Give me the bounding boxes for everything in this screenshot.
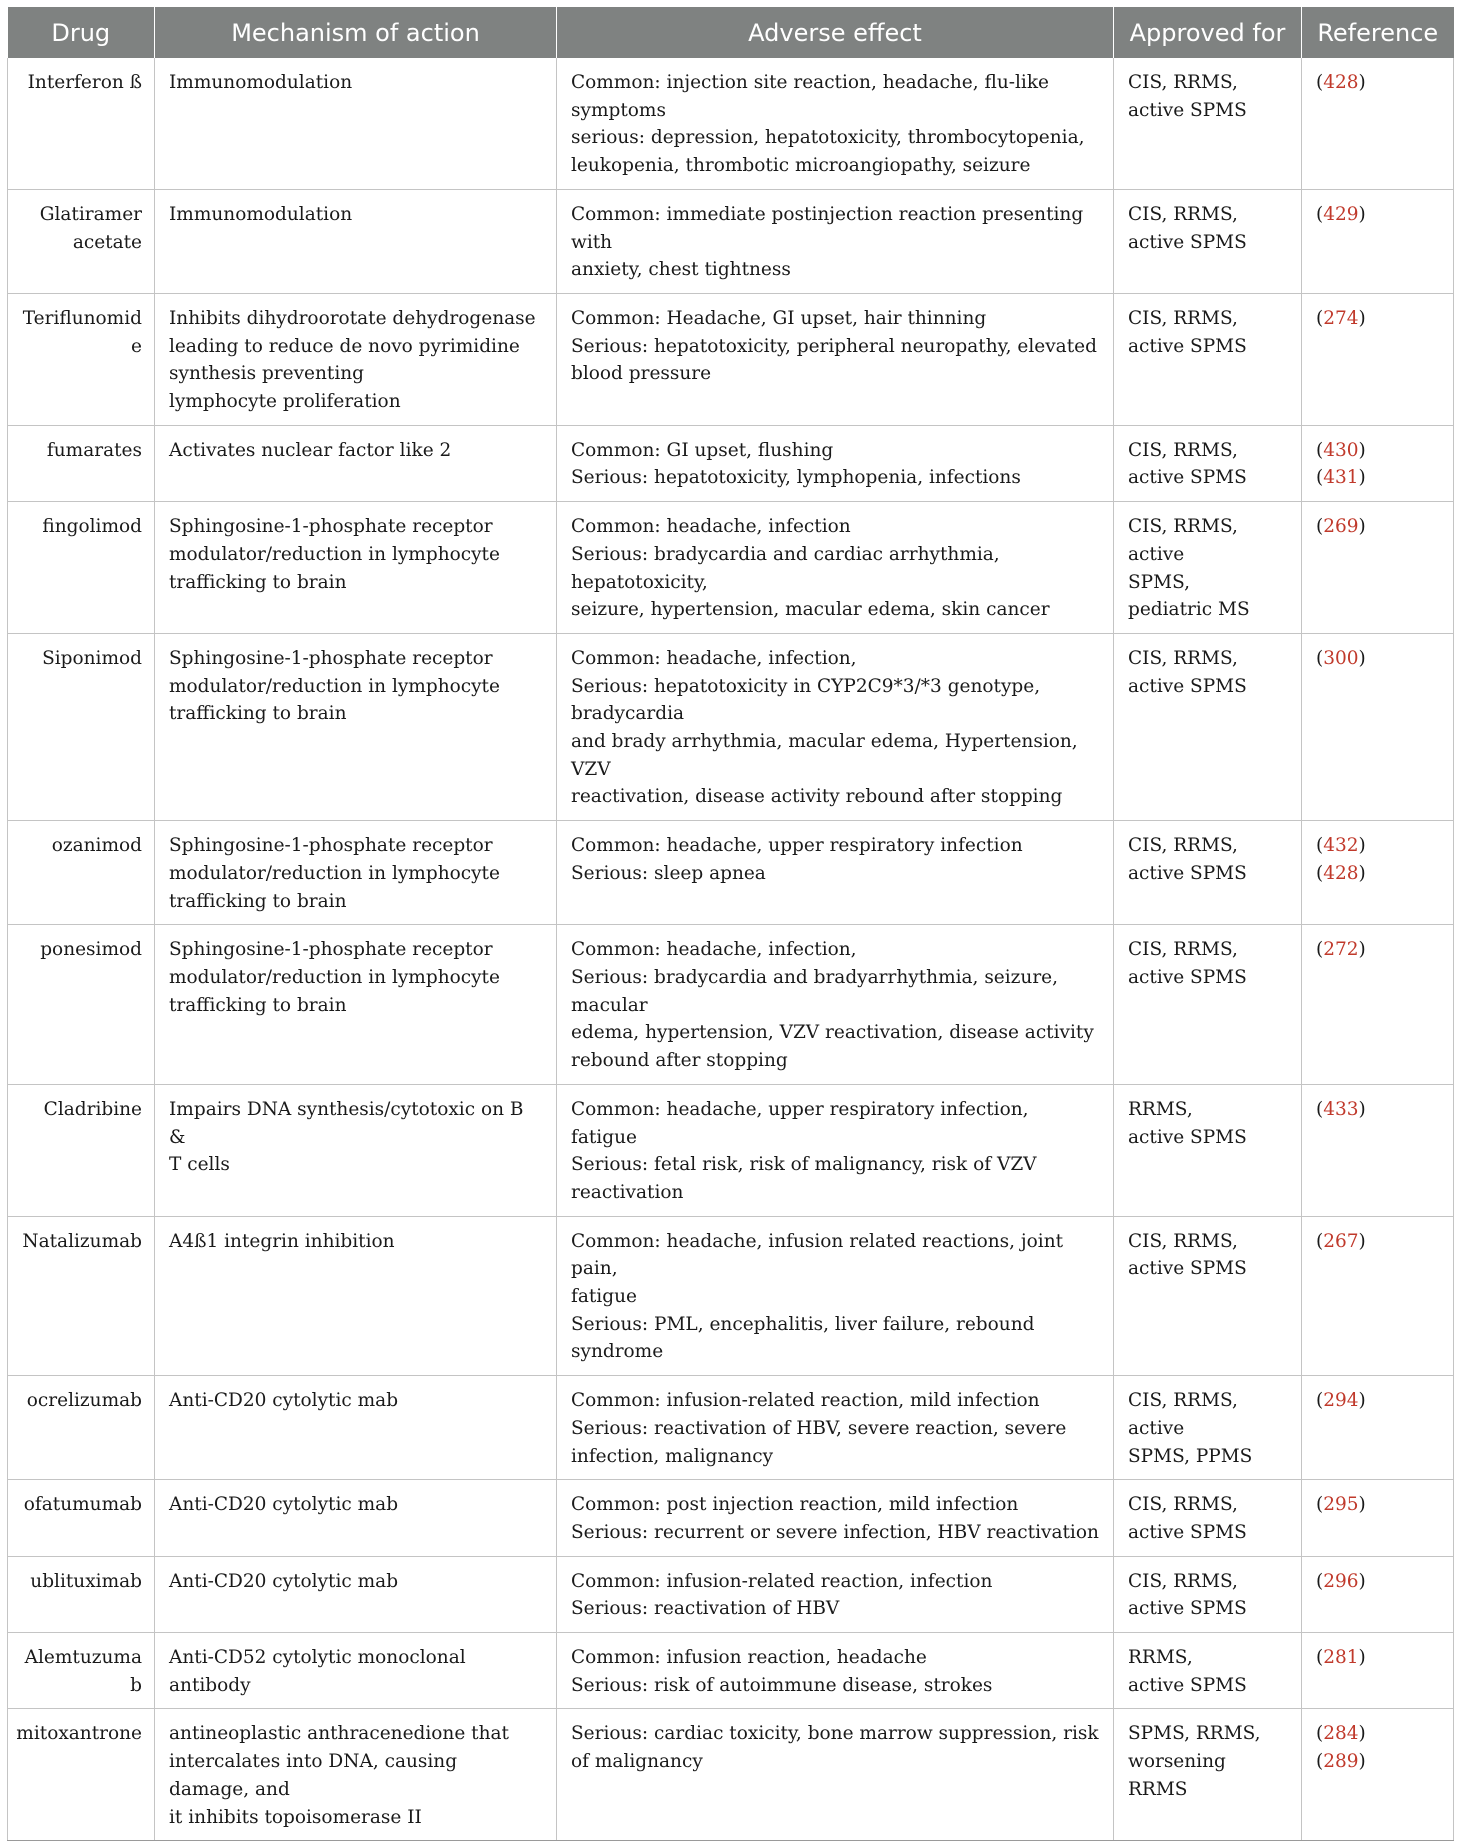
reference-item: (281) (1316, 1647, 1366, 1669)
cell-approved-for-line: worsening RRMS (1128, 1751, 1226, 1800)
cell-approved-for (1114, 633, 1302, 820)
reference-link[interactable]: 433 (1323, 1098, 1359, 1120)
cell-adverse-effect-line: infection, malignancy (571, 1445, 774, 1467)
cell-approved-for (1114, 58, 1302, 189)
cell-drug (8, 1376, 155, 1480)
cell-adverse-effect (557, 293, 1114, 425)
cell-approved-for (1114, 1376, 1302, 1480)
cell-approved-for-line: active SPMS (1128, 1674, 1247, 1696)
table-row (8, 1633, 1454, 1709)
cell-adverse-effect-line: Common: headache, infection, (571, 647, 857, 669)
reference-item: (267) (1316, 1230, 1366, 1252)
reference-item: (274) (1316, 307, 1366, 329)
cell-approved-for-line: active SPMS (1128, 1258, 1247, 1280)
cell-drug (8, 1480, 155, 1556)
cell-drug (8, 1556, 155, 1632)
cell-approved-for (1114, 425, 1302, 501)
cell-drug-line: ofatumumab (23, 1494, 142, 1516)
cell-reference (1302, 425, 1454, 501)
reference-link[interactable]: 281 (1323, 1647, 1359, 1669)
reference-item: (428) (1316, 862, 1366, 884)
cell-approved-for-line: RRMS, (1128, 1098, 1193, 1120)
cell-drug (8, 925, 155, 1085)
cell-drug-line: fumarates (46, 439, 142, 461)
cell-adverse-effect-line: Common: headache, infection, (571, 939, 857, 961)
cell-adverse-effect-line: Serious: PML, encephalitis, liver failure, rebound syndrome (571, 1313, 1035, 1363)
header-adverse-effect: Adverse effect (557, 7, 1114, 58)
cell-adverse-effect-line: Serious: hepatotoxicity in CYP2C9*3/*3 genotype, bradycardia (571, 675, 1041, 725)
cell-approved-for-line: pediatric MS (1128, 599, 1250, 621)
cell-approved-for-line: CIS, RRMS, (1128, 72, 1238, 93)
cell-approved-for (1114, 1480, 1302, 1556)
cell-drug-line: Siponimod (42, 647, 142, 669)
cell-mechanism-line: modulator/reduction in lymphocyte (169, 862, 500, 884)
cell-mechanism-line: Immunomodulation (169, 72, 353, 93)
cell-adverse-effect-line: reactivation, disease activity rebound after stopping (571, 786, 1063, 808)
cell-adverse-effect-line: Serious: sleep apnea (571, 862, 766, 884)
cell-approved-for-line: CIS, RRMS, (1128, 439, 1238, 461)
reference-link[interactable]: 295 (1323, 1494, 1359, 1516)
cell-mechanism (155, 425, 557, 501)
header-row (8, 7, 1454, 58)
reference-item: (431) (1316, 467, 1366, 489)
cell-adverse-effect-line: Common: immediate postinjection reaction presenting with (571, 203, 1084, 253)
cell-approved-for (1114, 1709, 1302, 1841)
cell-approved-for-line: CIS, RRMS, (1128, 647, 1238, 669)
cell-adverse-effect-line: Serious: reactivation of HBV (571, 1598, 840, 1620)
table-row (8, 58, 1454, 189)
table-header (8, 7, 1454, 58)
cell-mechanism (155, 1556, 557, 1632)
cell-mechanism-line: antineoplastic anthracenedione that (169, 1723, 509, 1745)
reference-item: (428) (1316, 72, 1366, 93)
cell-mechanism-line: Activates nuclear factor like 2 (169, 439, 452, 461)
cell-adverse-effect-line: Common: post injection reaction, mild infection (571, 1494, 1019, 1516)
cell-adverse-effect-line: Common: infusion-related reaction, mild infection (571, 1390, 1040, 1412)
table-row (8, 633, 1454, 820)
cell-reference (1302, 1556, 1454, 1632)
cell-mechanism (155, 58, 557, 189)
cell-mechanism-line: Sphingosine-1-phosphate receptor (169, 939, 493, 961)
cell-mechanism (155, 1633, 557, 1709)
cell-adverse-effect-line: Common: headache, upper respiratory infection, fatigue (571, 1098, 1029, 1148)
reference-link[interactable]: 300 (1323, 647, 1359, 669)
cell-approved-for (1114, 1633, 1302, 1709)
cell-approved-for-line: CIS, RRMS, (1128, 835, 1238, 857)
cell-adverse-effect-line: Serious: cardiac toxicity, bone marrow suppression, risk (571, 1723, 1099, 1745)
cell-adverse-effect-line: Serious: fetal risk, risk of malignancy, risk of VZV reactivation (571, 1154, 1037, 1203)
cell-approved-for-line: CIS, RRMS, (1128, 203, 1238, 225)
cell-adverse-effect-line: Serious: hepatotoxicity, peripheral neuropathy, elevated (571, 335, 1097, 357)
cell-mechanism-line: Anti-CD20 cytolytic mab (169, 1494, 399, 1516)
cell-mechanism-line: Anti-CD52 cytolytic monoclonal antibody (169, 1647, 466, 1696)
cell-drug-line: fingolimod (42, 516, 142, 538)
reference-link[interactable]: 294 (1323, 1390, 1359, 1412)
cell-reference (1302, 925, 1454, 1085)
reference-item: (269) (1316, 516, 1366, 538)
reference-item: (430) (1316, 439, 1366, 461)
reference-link[interactable]: 428 (1323, 72, 1359, 93)
cell-approved-for-line: CIS, RRMS, active (1128, 1390, 1238, 1439)
cell-adverse-effect (557, 58, 1114, 189)
cell-reference (1302, 1709, 1454, 1841)
cell-mechanism-line: Sphingosine-1-phosphate receptor (169, 516, 493, 538)
cell-mechanism-line: it inhibits topoisomerase II (169, 1806, 422, 1828)
cell-approved-for-line: active SPMS (1128, 231, 1247, 253)
cell-mechanism (155, 925, 557, 1085)
cell-reference (1302, 821, 1454, 925)
cell-approved-for-line: active SPMS (1128, 675, 1247, 697)
cell-reference (1302, 58, 1454, 189)
cell-approved-for-line: SPMS, (1128, 571, 1190, 593)
cell-mechanism-line: synthesis preventing (169, 363, 364, 385)
cell-adverse-effect-line: Serious: bradycardia and bradyarrhythmia, seizure, macular (571, 966, 1059, 1016)
cell-mechanism-line: trafficking to brain (169, 571, 347, 593)
cell-mechanism-line: T cells (169, 1154, 230, 1176)
reference-link[interactable]: 428 (1323, 862, 1359, 884)
reference-link[interactable]: 429 (1323, 203, 1359, 225)
cell-adverse-effect-line: fatigue (571, 1286, 637, 1308)
cell-approved-for-line: CIS, RRMS, active (1128, 516, 1238, 565)
cell-mechanism-line: modulator/reduction in lymphocyte (169, 675, 500, 697)
cell-mechanism-line: Impairs DNA synthesis/cytotoxic on B & (169, 1098, 524, 1148)
cell-drug-line: ozanimod (51, 835, 142, 857)
cell-drug (8, 1084, 155, 1216)
cell-adverse-effect-line: Serious: recurrent or severe infection, HBV reactivation (571, 1521, 1099, 1543)
cell-adverse-effect (557, 1216, 1114, 1376)
cell-mechanism-line: intercalates into DNA, causing damage, and (169, 1751, 458, 1800)
cell-adverse-effect (557, 925, 1114, 1085)
cell-adverse-effect (557, 633, 1114, 820)
header-reference: Reference (1302, 7, 1454, 58)
cell-reference (1302, 1216, 1454, 1376)
cell-mechanism (155, 1216, 557, 1376)
cell-approved-for-line: CIS, RRMS, (1128, 939, 1238, 961)
cell-adverse-effect-line: anxiety, chest tightness (571, 259, 791, 281)
cell-reference (1302, 1633, 1454, 1709)
cell-adverse-effect-line: rebound after stopping (571, 1050, 788, 1072)
cell-approved-for (1114, 189, 1302, 293)
cell-approved-for-line: active SPMS (1128, 1126, 1247, 1148)
header-drug: Drug (8, 7, 155, 58)
cell-mechanism-line: modulator/reduction in lymphocyte (169, 543, 500, 565)
header-approved-for: Approved for (1114, 7, 1302, 58)
cell-approved-for-line: active SPMS (1128, 1521, 1247, 1543)
cell-mechanism (155, 502, 557, 634)
table-row (8, 425, 1454, 501)
cell-adverse-effect-line: Common: infusion-related reaction, infection (571, 1570, 993, 1592)
cell-drug-line: acetate (72, 231, 142, 253)
table-row (8, 189, 1454, 293)
cell-adverse-effect-line: Serious: hepatotoxicity, lymphopenia, infections (571, 467, 1021, 489)
cell-approved-for-line: RRMS, (1128, 1647, 1193, 1669)
cell-approved-for-line: active SPMS (1128, 335, 1247, 357)
cell-drug (8, 189, 155, 293)
cell-adverse-effect-line: Common: GI upset, flushing (571, 439, 834, 461)
cell-mechanism-line: Anti-CD20 cytolytic mab (169, 1570, 399, 1592)
cell-mechanism (155, 633, 557, 820)
cell-adverse-effect-line: seizure, hypertension, macular edema, skin cancer (571, 599, 1050, 621)
table-row (8, 1084, 1454, 1216)
reference-link[interactable]: 296 (1323, 1570, 1359, 1592)
cell-mechanism (155, 1084, 557, 1216)
cell-approved-for-line: active SPMS (1128, 467, 1247, 489)
cell-adverse-effect (557, 1633, 1114, 1709)
cell-mechanism-line: lymphocyte proliferation (169, 391, 401, 413)
reference-item: (294) (1316, 1390, 1366, 1412)
cell-mechanism (155, 821, 557, 925)
cell-adverse-effect (557, 821, 1114, 925)
cell-drug-line: Teriflunomide (22, 307, 142, 357)
cell-mechanism (155, 1480, 557, 1556)
cell-approved-for (1114, 293, 1302, 425)
cell-approved-for (1114, 1216, 1302, 1376)
cell-approved-for-line: active SPMS (1128, 99, 1247, 121)
cell-adverse-effect-line: Common: injection site reaction, headache, flu-like symptoms (571, 72, 1049, 121)
cell-adverse-effect-line: Serious: reactivation of HBV, severe reaction, severe (571, 1417, 1067, 1439)
header-mechanism: Mechanism of action (155, 7, 557, 58)
cell-reference (1302, 502, 1454, 634)
cell-reference (1302, 293, 1454, 425)
cell-mechanism-line: trafficking to brain (169, 994, 347, 1016)
reference-link[interactable]: 431 (1323, 467, 1359, 489)
cell-drug (8, 821, 155, 925)
table-body (8, 58, 1454, 1841)
cell-approved-for (1114, 1084, 1302, 1216)
cell-drug-line: ocrelizumab (26, 1390, 142, 1412)
cell-drug-line: ublituximab (30, 1570, 142, 1592)
cell-adverse-effect (557, 1480, 1114, 1556)
cell-mechanism-line: modulator/reduction in lymphocyte (169, 966, 500, 988)
cell-adverse-effect-line: Common: infusion reaction, headache (571, 1647, 927, 1669)
table-row (8, 1480, 1454, 1556)
table-row (8, 1376, 1454, 1480)
reference-item: (433) (1316, 1098, 1366, 1120)
cell-drug (8, 425, 155, 501)
cell-adverse-effect-line: of malignancy (571, 1751, 703, 1773)
cell-approved-for-line: active SPMS (1128, 1598, 1247, 1620)
reference-item: (429) (1316, 203, 1366, 225)
cell-drug (8, 502, 155, 634)
table-row (8, 925, 1454, 1085)
reference-item: (296) (1316, 1570, 1366, 1592)
reference-item: (295) (1316, 1494, 1366, 1516)
table-row (8, 502, 1454, 634)
cell-mechanism-line: trafficking to brain (169, 703, 347, 725)
cell-adverse-effect-line: Serious: risk of autoimmune disease, strokes (571, 1674, 993, 1696)
cell-drug-line: Cladribine (43, 1098, 142, 1120)
cell-approved-for-line: active SPMS (1128, 862, 1247, 884)
cell-adverse-effect (557, 1376, 1114, 1480)
cell-adverse-effect (557, 189, 1114, 293)
cell-adverse-effect-line: and brady arrhythmia, macular edema, Hypertension, VZV (571, 731, 1078, 780)
cell-approved-for-line: CIS, RRMS, (1128, 307, 1238, 329)
cell-drug-line: mitoxantrone (16, 1723, 142, 1745)
cell-adverse-effect-line: serious: depression, hepatotoxicity, thrombocytopenia, (571, 127, 1085, 149)
cell-reference (1302, 189, 1454, 293)
reference-link[interactable]: 272 (1323, 939, 1359, 961)
cell-drug-line: Glatiramer (39, 203, 142, 225)
cell-mechanism-line: Sphingosine-1-phosphate receptor (169, 835, 493, 857)
reference-item: (272) (1316, 939, 1366, 961)
cell-mechanism-line: Inhibits dihydroorotate dehydrogenase (169, 307, 536, 329)
cell-drug-line: Alemtuzumab (24, 1647, 142, 1696)
cell-drug-line: Natalizumab (22, 1230, 142, 1252)
cell-adverse-effect-line: Common: headache, infection (571, 516, 851, 538)
reference-item: (284) (1316, 1723, 1366, 1745)
table-row (8, 293, 1454, 425)
cell-adverse-effect-line: leukopenia, thrombotic microangiopathy, seizure (571, 155, 1031, 177)
cell-adverse-effect (557, 425, 1114, 501)
cell-adverse-effect (557, 1556, 1114, 1632)
cell-reference (1302, 1084, 1454, 1216)
table-row (8, 1216, 1454, 1376)
cell-approved-for-line: CIS, RRMS, (1128, 1570, 1238, 1592)
cell-adverse-effect-line: Common: Headache, GI upset, hair thinning (571, 307, 987, 329)
cell-drug (8, 1633, 155, 1709)
cell-drug (8, 293, 155, 425)
reference-item: (432) (1316, 835, 1366, 857)
cell-mechanism-line: Anti-CD20 cytolytic mab (169, 1390, 399, 1412)
cell-adverse-effect (557, 1084, 1114, 1216)
table-row (8, 1556, 1454, 1632)
cell-mechanism (155, 1376, 557, 1480)
cell-drug-line: ponesimod (40, 939, 142, 961)
cell-approved-for (1114, 1556, 1302, 1632)
cell-adverse-effect-line: blood pressure (571, 363, 712, 385)
cell-mechanism (155, 1709, 557, 1841)
cell-approved-for (1114, 821, 1302, 925)
cell-drug (8, 1709, 155, 1841)
cell-approved-for-line: CIS, RRMS, (1128, 1494, 1238, 1516)
cell-approved-for-line: SPMS, RRMS, (1128, 1723, 1261, 1745)
cell-approved-for (1114, 925, 1302, 1085)
cell-mechanism-line: Sphingosine-1-phosphate receptor (169, 647, 493, 669)
reference-link[interactable]: 432 (1323, 835, 1359, 857)
drug-table-container (7, 7, 1453, 1841)
reference-link[interactable]: 267 (1323, 1230, 1359, 1252)
cell-mechanism (155, 293, 557, 425)
table-row (8, 821, 1454, 925)
cell-mechanism-line: A4ß1 integrin inhibition (169, 1230, 395, 1252)
cell-drug-line: Interferon ß (27, 72, 142, 93)
cell-reference (1302, 1376, 1454, 1480)
cell-adverse-effect-line: Common: headache, upper respiratory infection (571, 835, 1023, 857)
reference-link[interactable]: 269 (1323, 516, 1359, 538)
cell-approved-for-line: active SPMS (1128, 966, 1247, 988)
cell-adverse-effect (557, 502, 1114, 634)
cell-approved-for-line: SPMS, PPMS (1128, 1445, 1253, 1467)
cell-adverse-effect-line: Serious: bradycardia and cardiac arrhythmia, hepatotoxicity, (571, 543, 1000, 593)
cell-adverse-effect (557, 1709, 1114, 1841)
cell-mechanism-line: leading to reduce de novo pyrimidine (169, 335, 520, 357)
cell-mechanism (155, 189, 557, 293)
reference-link[interactable]: 274 (1323, 307, 1359, 329)
cell-approved-for (1114, 502, 1302, 634)
reference-link[interactable]: 430 (1323, 439, 1359, 461)
table-row (8, 1709, 1454, 1841)
reference-item: (289) (1316, 1751, 1366, 1773)
cell-reference (1302, 633, 1454, 820)
reference-link[interactable]: 289 (1323, 1751, 1359, 1773)
cell-approved-for-line: CIS, RRMS, (1128, 1230, 1238, 1252)
cell-mechanism-line: Immunomodulation (169, 203, 353, 225)
cell-drug (8, 58, 155, 189)
cell-drug (8, 633, 155, 820)
cell-mechanism-line: trafficking to brain (169, 890, 347, 912)
cell-adverse-effect-line: Common: headache, infusion related reactions, joint pain, (571, 1230, 1064, 1280)
reference-item: (300) (1316, 647, 1366, 669)
drug-table (7, 7, 1454, 1841)
cell-reference (1302, 1480, 1454, 1556)
cell-drug (8, 1216, 155, 1376)
cell-adverse-effect-line: edema, hypertension, VZV reactivation, disease activity (571, 1022, 1094, 1044)
reference-link[interactable]: 284 (1323, 1723, 1359, 1745)
